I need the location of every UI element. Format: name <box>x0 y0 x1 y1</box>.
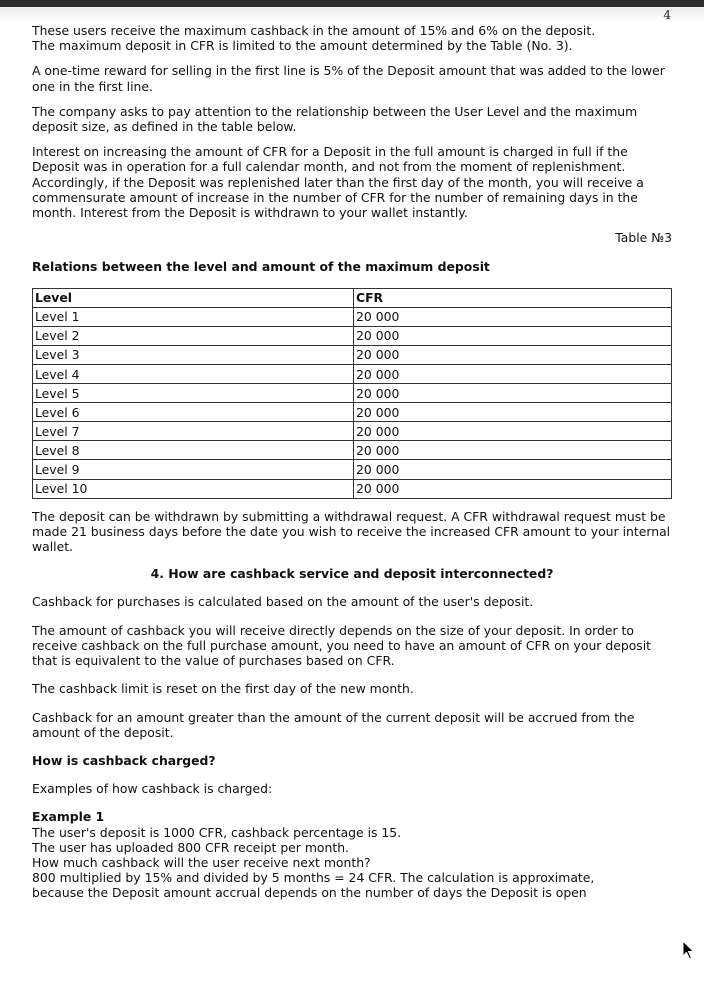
level-cell: Level 8 <box>33 441 354 460</box>
example-line: The user's deposit is 1000 CFR, cashback percentage is 15. <box>32 824 402 840</box>
paragraph-interest: Interest on increasing the amount of CFR for a Deposit in the full amount is charged in full if the Deposit was in operation for a full calendar month, and not from the moment of replenishment. Accordingly, if the Deposit was replenished later than the first day of the month, you will receive a commensurate amount of increase in the number of CFR for the number of remaining days in the month. Interest from the Deposit is withdrawn to your wallet instantly. <box>32 144 644 221</box>
table-row <box>33 365 672 384</box>
cfr-cell: 20 000 <box>354 307 672 326</box>
level-cell: Level 10 <box>33 479 354 498</box>
example-1 <box>32 809 672 900</box>
cfr-cell: 20 000 <box>354 365 672 384</box>
section-4-heading: 4. How are cashback service and deposit interconnected? <box>150 566 554 582</box>
table-row <box>33 345 672 364</box>
level-cell: Level 4 <box>33 365 354 384</box>
cfr-cell: 20 000 <box>354 422 672 441</box>
text-line: These users receive the maximum cashback in the amount of 15% and 6% on the deposit. <box>32 23 596 38</box>
level-cell: Level 2 <box>33 326 354 345</box>
level-cell: Level 7 <box>33 422 354 441</box>
document-page <box>32 23 672 901</box>
level-cell: Level 6 <box>33 403 354 422</box>
example-line: How much cashback will the user receive next month? <box>32 854 371 870</box>
table-row <box>33 307 672 326</box>
header-cfr: CFR <box>354 288 672 307</box>
level-cell: Level 5 <box>33 384 354 403</box>
paragraph-examples-intro: Examples of how cashback is charged: <box>32 781 273 797</box>
paragraph-limit-reset: The cashback limit is reset on the first day of the new month. <box>32 681 414 697</box>
subheading-how-charged: How is cashback charged? <box>32 752 216 768</box>
example-line: because the Deposit amount accrual depends on the number of days the Deposit is open <box>32 885 587 901</box>
table-header-row <box>33 288 672 307</box>
example-line: 800 multiplied by 15% and divided by 5 months = 24 CFR. The calculation is approximate, <box>32 870 595 886</box>
level-cell: Level 1 <box>33 307 354 326</box>
paragraph-one-time-reward: A one-time reward for selling in the first line is 5% of the Deposit amount that was added to the lower one in the first line. <box>32 63 665 94</box>
table-row <box>33 326 672 345</box>
paragraph-cashback-calc: Cashback for purchases is calculated based on the amount of the user's deposit. <box>32 594 534 610</box>
paragraph-withdrawal: The deposit can be withdrawn by submitting a withdrawal request. A CFR withdrawal request must be made 21 business days before the date you wish to receive the increased CFR amount to your internal wallet. <box>32 508 671 555</box>
mouse-cursor-icon <box>682 940 696 962</box>
example-line: The user has uploaded 800 CFR receipt per month. <box>32 839 349 855</box>
example-1-title: Example 1 <box>32 809 105 825</box>
cfr-cell: 20 000 <box>354 441 672 460</box>
cfr-cell: 20 000 <box>354 345 672 364</box>
paragraph-cashback-depends: The amount of cashback you will receive directly depends on the size of your deposit. In order to receive cashback on the full purchase amount, you need to have an amount of CFR on your deposit that is equivalent to the value of purchases based on CFR. <box>32 622 652 669</box>
cfr-cell: 20 000 <box>354 479 672 498</box>
cfr-cell: 20 000 <box>354 384 672 403</box>
page-number: 4 <box>663 8 671 22</box>
table-row <box>33 384 672 403</box>
table-caption: Relations between the level and amount of the maximum deposit <box>32 259 490 275</box>
cfr-cell: 20 000 <box>354 460 672 479</box>
text-line: The maximum deposit in CFR is limited to the amount determined by the Table (No. 3). <box>32 38 573 54</box>
paragraph-relationship: The company asks to pay attention to the relationship between the User Level and the maximum deposit size, as defined in the table below. <box>32 103 638 135</box>
level-cell: Level 9 <box>33 460 354 479</box>
paragraph-max-cashback <box>32 23 672 53</box>
viewer-top-bar <box>0 0 704 7</box>
page-top-shadow <box>0 7 704 23</box>
paragraph-greater-amount: Cashback for an amount greater than the amount of the current deposit will be accrued from the amount of the deposit. <box>32 709 635 740</box>
level-deposit-table <box>32 288 672 499</box>
table-row <box>33 422 672 441</box>
table-row <box>33 479 672 498</box>
level-cell: Level 3 <box>33 345 354 364</box>
table-label: Table №3 <box>615 230 672 246</box>
table-row <box>33 460 672 479</box>
table-row <box>33 441 672 460</box>
header-level: Level <box>33 288 354 307</box>
table-row <box>33 403 672 422</box>
cfr-cell: 20 000 <box>354 326 672 345</box>
cfr-cell: 20 000 <box>354 403 672 422</box>
